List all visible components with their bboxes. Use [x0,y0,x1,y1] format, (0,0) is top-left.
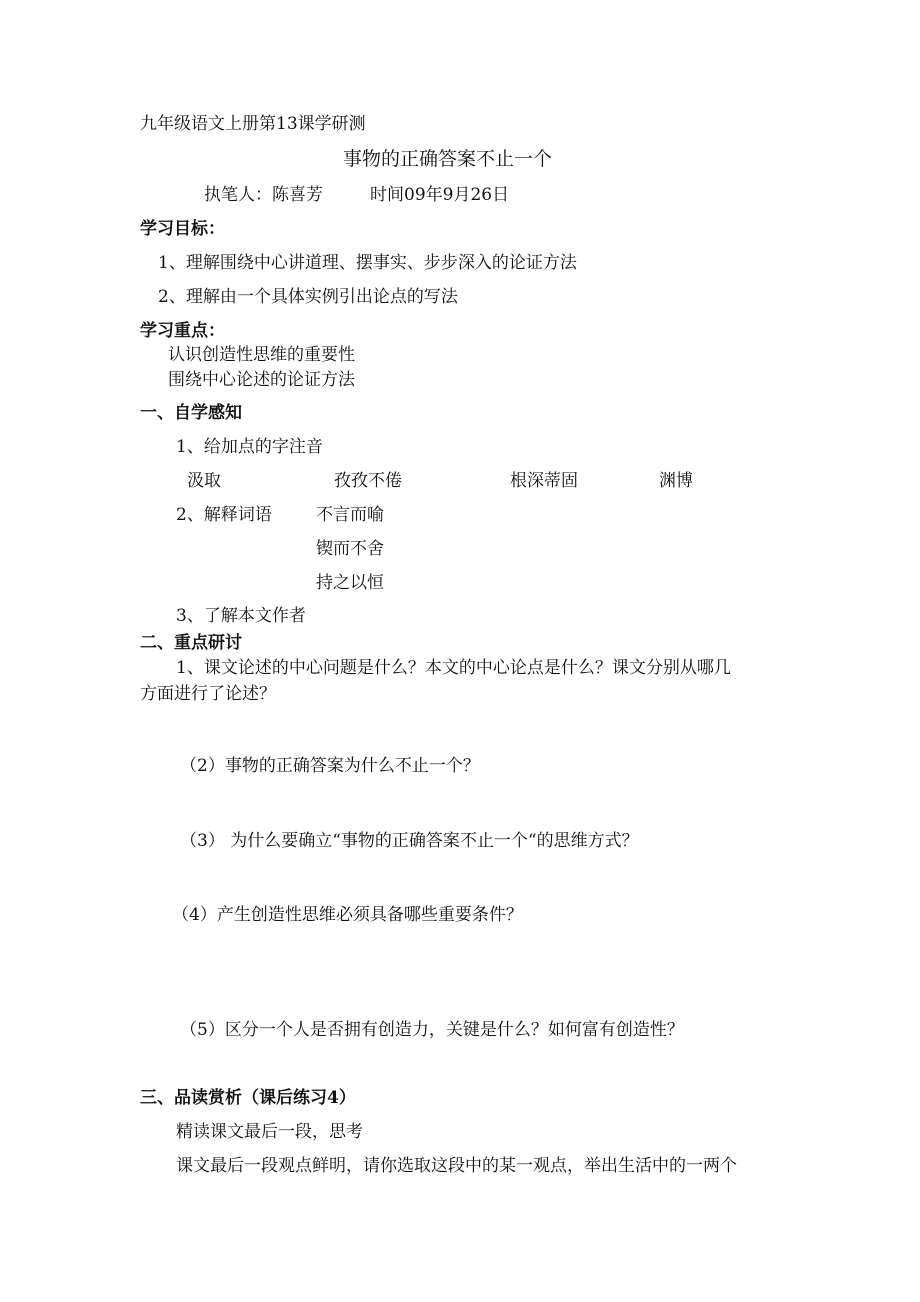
section2-q1-cont: 方面进行了论述？ [140,684,276,704]
objective-item: 2、理解由一个具体实例引出论点的写法 [158,287,458,307]
section2-heading: 二、重点研讨 [140,633,242,653]
objectives-heading: 学习目标： [140,219,225,239]
objective-item: 1、理解围绕中心讲道理、摆事实、步步深入的论证方法 [158,253,577,273]
pinyin-word: 孜孜不倦 [334,471,402,491]
vocab-term: 锲而不舍 [316,539,384,559]
pinyin-word: 汲取 [187,471,221,491]
date-line: 时间09年9月26日 [370,185,510,205]
section2-q4: （4）产生创造性思维必须具备哪些重要条件？ [172,905,523,925]
key-points-heading: 学习重点： [140,321,225,341]
section3-line: 精读课文最后一段，思考 [176,1122,363,1142]
key-point-item: 认识创造性思维的重要性 [168,345,355,365]
author-line: 执笔人：陈喜芳 [204,185,323,205]
section3-heading: 三、品读赏析（课后练习4） [140,1088,356,1108]
vocab-term: 持之以恒 [316,573,384,593]
key-point-item: 围绕中心论述的论证方法 [168,370,355,390]
page-title: 事物的正确答案不止一个 [343,148,553,170]
section2-q5: （5）区分一个人是否拥有创造力，关键是什么？如何富有创造性？ [180,1020,684,1040]
pinyin-word: 渊博 [659,471,693,491]
section1-q3: 3、了解本文作者 [176,606,306,626]
section2-q2: （2）事物的正确答案为什么不止一个？ [180,756,480,776]
section3-line: 课文最后一段观点鲜明，请你选取这段中的某一观点，举出生活中的一两个 [176,1156,737,1176]
section1-q1: 1、给加点的字注音 [176,437,323,457]
section1-q2: 2、解释词语 [176,505,272,525]
section1-heading: 一、自学感知 [140,403,242,423]
section2-q1: 1、课文论述的中心问题是什么？本文的中心论点是什么？课文分别从哪几 [176,658,731,678]
course-header: 九年级语文上册第13课学研测 [140,114,366,134]
vocab-term: 不言而喻 [316,505,384,525]
section2-q3: （3） 为什么要确立“事物的正确答案不止一个“的思维方式？ [180,831,639,851]
pinyin-word: 根深蒂固 [510,471,578,491]
